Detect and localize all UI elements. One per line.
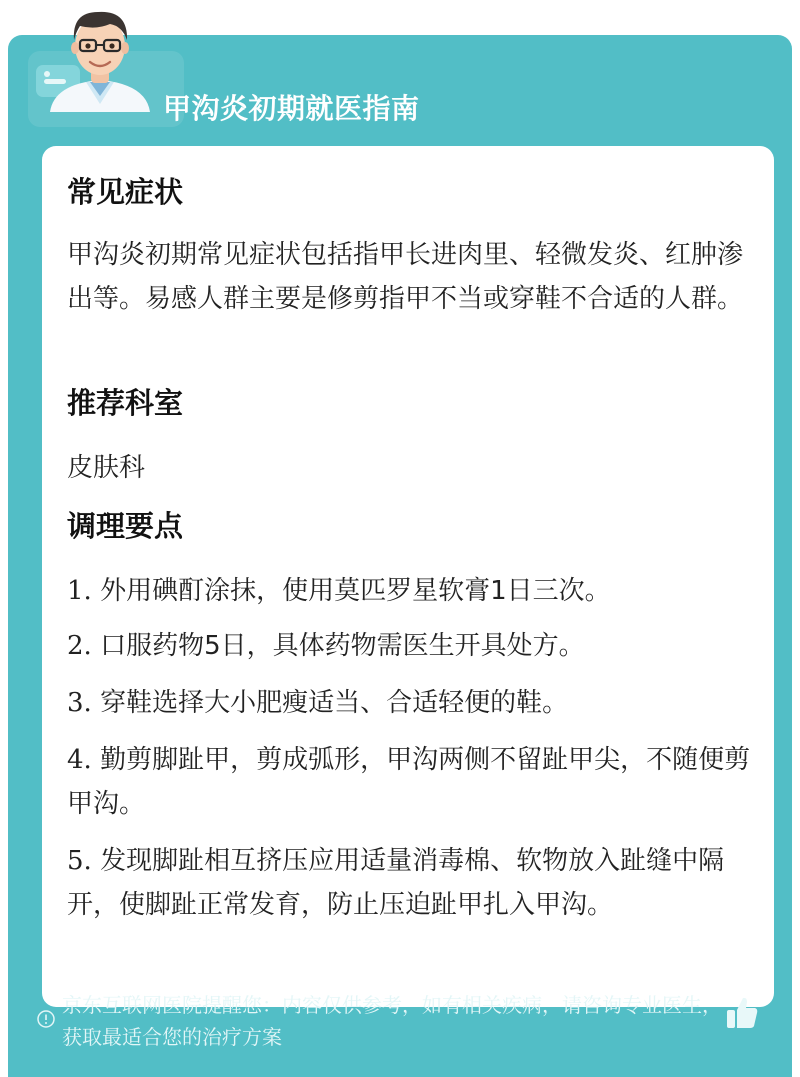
care-tip-item: [67, 681, 757, 725]
disclaimer-text: 京东互联网医院提醒您：内容仅供参考，如有相关疾病，请咨询专业医生，获取最适合您的治疗方案: [62, 993, 722, 1049]
care-tip-text: 穿鞋选择大小肥瘦适当、合适轻便的鞋。: [100, 688, 569, 718]
section-heading-symptoms: 常见症状: [67, 175, 184, 209]
content-card: [42, 146, 774, 1007]
care-tip-item: [67, 839, 757, 927]
page-title: 甲沟炎初期就医指南: [163, 92, 420, 125]
thumbs-up-icon[interactable]: [725, 995, 759, 1031]
care-tip-item: [67, 569, 757, 613]
care-tip-number: 3.: [67, 688, 92, 718]
section-heading-care-tips: 调理要点: [67, 509, 184, 543]
care-tip-item: [67, 738, 757, 826]
care-tip-text: 勤剪脚趾甲，剪成弧形，甲沟两侧不留趾甲尖，不随便剪甲沟。: [67, 745, 751, 819]
care-tip-number: 1.: [67, 576, 92, 606]
guide-frame: [8, 35, 792, 1077]
symptoms-text: 甲沟炎初期常见症状包括指甲长进肉里、轻微发炎、红肿渗出等。易感人群主要是修剪指甲不当或穿鞋不合适的人群。: [67, 240, 744, 314]
department-text: 皮肤科: [67, 453, 146, 483]
care-tip-text: 外用碘酊涂抹，使用莫匹罗星软膏1日三次。: [100, 576, 611, 606]
info-icon: [36, 1009, 56, 1029]
care-tip-number: 5.: [67, 846, 92, 876]
doctor-avatar: [40, 0, 160, 112]
section-heading-department: 推荐科室: [67, 386, 184, 420]
care-tip-item: [67, 624, 757, 668]
care-tip-number: 2.: [67, 631, 92, 661]
care-tip-text: 口服药物5日，具体药物需医生开具处方。: [100, 631, 585, 661]
care-tip-number: 4.: [67, 745, 92, 775]
care-tip-text: 发现脚趾相互挤压应用适量消毒棉、软物放入趾缝中隔开，使脚趾正常发育，防止压迫趾甲扎入甲沟。: [67, 846, 725, 920]
